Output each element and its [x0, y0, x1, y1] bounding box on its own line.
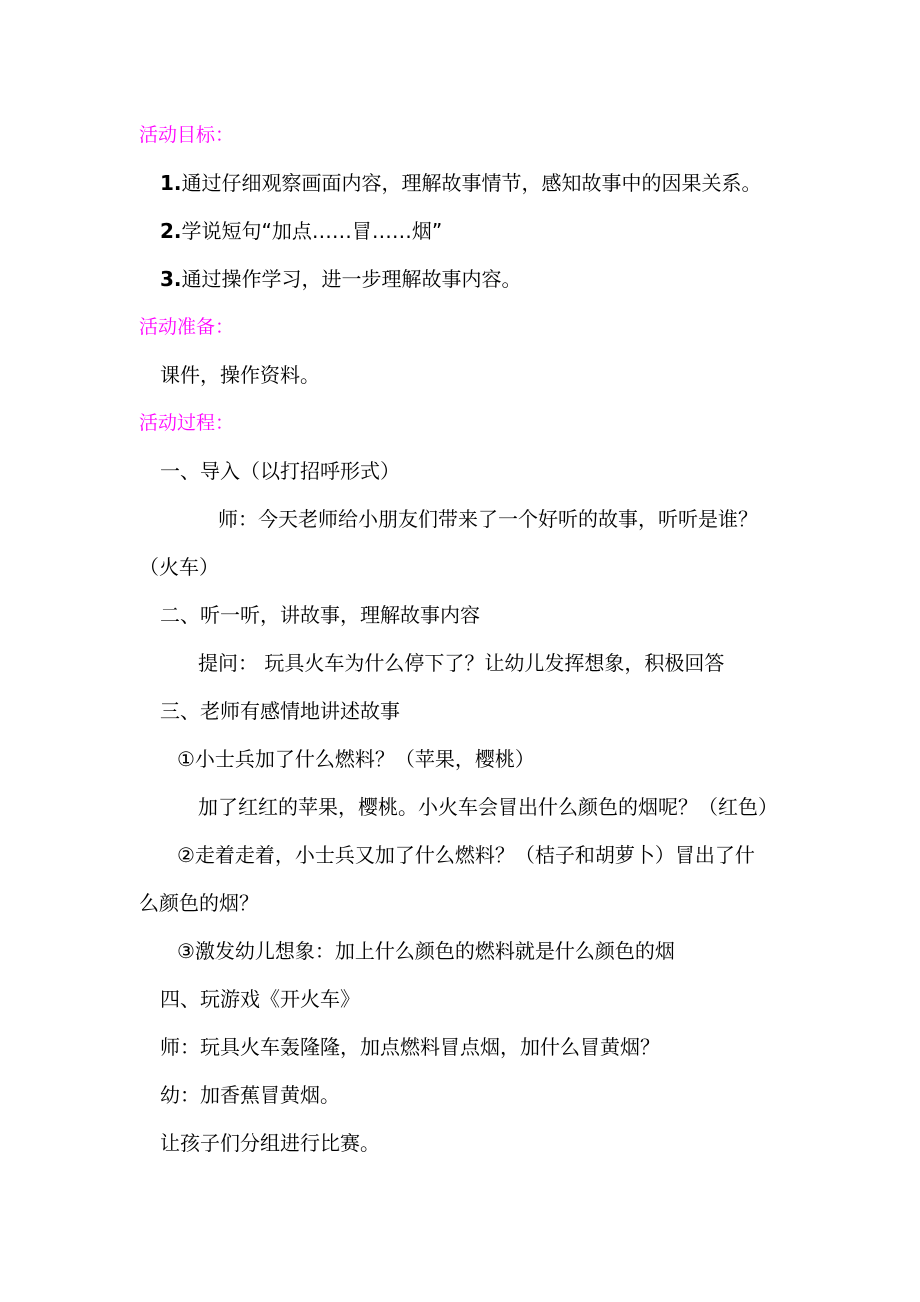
process-line: 师：玩具火车轰隆隆，加点燃料冒点烟，加什么冒黄烟？	[160, 1035, 660, 1059]
preparation-text: 课件，操作资料。	[160, 363, 320, 387]
objective-number: 2.	[160, 219, 182, 243]
objective-number: 1.	[160, 171, 182, 195]
process-line: ①小士兵加了什么燃料？（苹果，樱桃）	[177, 747, 535, 771]
process-line: 幼：加香蕉冒黄烟。	[160, 1083, 340, 1107]
process-line: 提问： 玩具火车为什么停下了？让幼儿发挥想象，积极回答	[198, 651, 725, 675]
process-line: 让孩子们分组进行比赛。	[160, 1131, 380, 1155]
process-line: 四、玩游戏《开火车》	[160, 987, 360, 1011]
objective-text: 学说短句“加点……冒……烟”	[181, 219, 443, 243]
process-line: 师：今天老师给小朋友们带来了一个好听的故事，听听是谁？	[218, 507, 758, 531]
process-line: ③激发幼儿想象：加上什么颜色的燃料就是什么颜色的烟	[177, 939, 675, 963]
preparation-heading: 活动准备：	[139, 316, 235, 338]
objective-number: 3.	[160, 267, 182, 291]
process-heading: 活动过程：	[139, 412, 235, 434]
objective-item-1	[160, 169, 762, 197]
process-line: （火车）	[139, 555, 219, 579]
process-line: 么颜色的烟？	[139, 891, 259, 915]
objective-text: 通过操作学习，进一步理解故事内容。	[181, 267, 522, 291]
process-line: 二、听一听，讲故事，理解故事内容	[160, 603, 480, 627]
objective-item-3	[160, 265, 522, 293]
process-line: 加了红红的苹果，樱桃。小火车会冒出什么颜色的烟呢？（红色）	[198, 795, 778, 819]
objective-item-2	[160, 217, 442, 245]
process-line: ②走着走着，小士兵又加了什么燃料？（桔子和胡萝卜）冒出了什	[177, 843, 755, 867]
objective-text: 通过仔细观察画面内容，理解故事情节，感知故事中的因果关系。	[181, 171, 762, 195]
process-line: 三、老师有感情地讲述故事	[160, 699, 400, 723]
objectives-heading: 活动目标：	[139, 124, 235, 146]
process-line: 一、导入（以打招呼形式）	[160, 459, 400, 483]
